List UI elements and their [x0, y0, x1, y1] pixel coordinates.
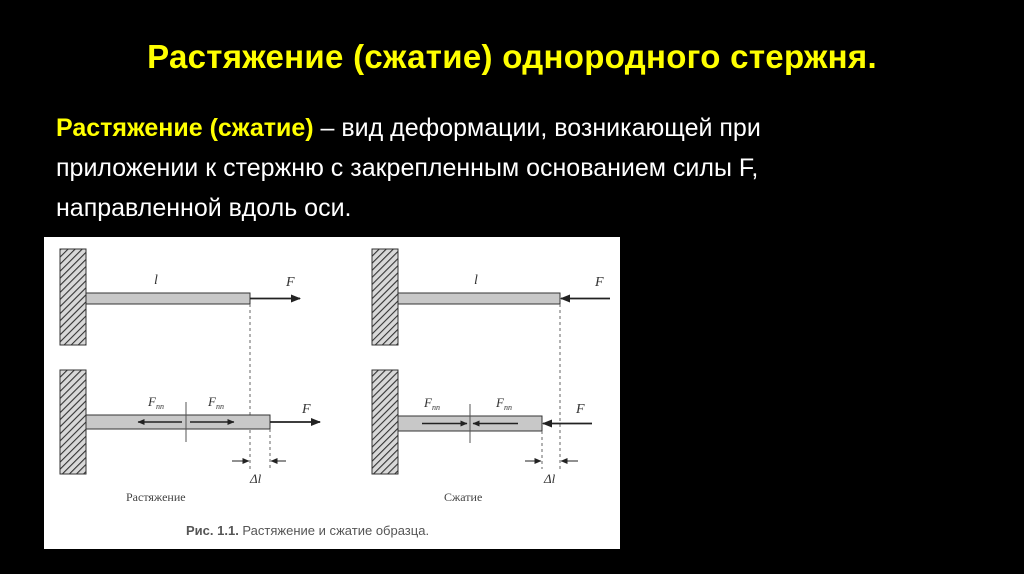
definition-text	[56, 108, 986, 228]
fixed-support-wall	[372, 370, 398, 474]
internal-force-label-right: $F_{пп}$	[496, 395, 512, 412]
tension-caption: Растяжение	[126, 490, 186, 504]
force-label: F	[302, 402, 311, 417]
length-label: l	[474, 273, 478, 288]
figure-caption: Рис. 1.1. Растяжение и сжатие образца.	[186, 523, 430, 538]
figure-panel	[44, 237, 620, 549]
rod	[398, 293, 560, 304]
definition-line-2: приложении к стержню с закрепленным основанием силы F,	[56, 154, 759, 182]
compression-initial-state	[372, 249, 610, 345]
definition-line-1: – вид деформации, возникающей при	[313, 114, 761, 142]
compression-deformed-state	[372, 370, 592, 504]
fixed-support-wall	[372, 249, 398, 345]
tension-deformed-state	[60, 370, 320, 504]
compression-caption: Сжатие	[444, 490, 483, 504]
elongation-label: Δl	[250, 471, 262, 486]
force-label: F	[595, 275, 604, 290]
fixed-support-wall	[60, 249, 86, 345]
definition-line-3: направленной вдоль оси.	[56, 194, 352, 222]
fixed-support-wall	[60, 370, 86, 474]
rod	[86, 293, 250, 304]
rod-deformation-diagram	[44, 237, 620, 549]
length-label: l	[154, 273, 158, 288]
slide-title: Растяжение (сжатие) однородного стержня.	[147, 38, 877, 75]
internal-force-label-left: $F_{пп}$	[424, 395, 440, 412]
elongation-label: Δl	[544, 471, 556, 486]
force-label: F	[576, 402, 585, 417]
force-label: F	[286, 275, 295, 290]
internal-force-label-right: $F_{пп}$	[208, 394, 224, 411]
tension-initial-state	[60, 249, 300, 345]
definition-term: Растяжение (сжатие)	[56, 114, 314, 142]
internal-force-label-left: $F_{пп}$	[148, 394, 164, 411]
